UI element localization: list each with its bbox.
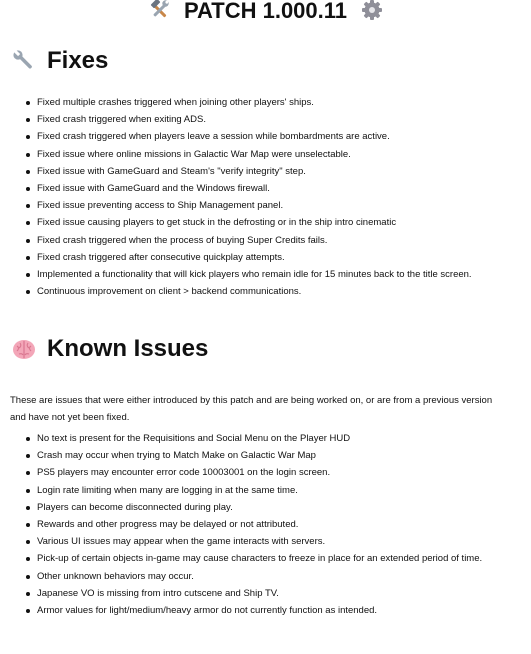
page-title-row <box>0 0 531 27</box>
list-item: Fixed issue causing players to get stuck in the defrosting or in the ship intro cinematic <box>0 214 495 231</box>
page-title: PATCH 1.000.11 <box>183 0 348 23</box>
list-item: Fixed crash triggered when players leave a session while bombardments are active. <box>0 128 495 145</box>
list-item: Implemented a functionality that will kick players who remain idle for 15 minutes back to the title screen. <box>0 266 495 283</box>
known-issues-heading-row <box>12 335 208 363</box>
list-item: Crash may occur when trying to Match Make on Galactic War Map <box>0 447 495 464</box>
known-issues-heading: Known Issues <box>47 335 209 362</box>
list-item: Various UI issues may appear when the game interacts with servers. <box>0 533 495 550</box>
fixes-list <box>0 94 495 300</box>
list-item: Fixed issue where online missions in Galactic War Map were unselectable. <box>0 146 495 163</box>
list-item: Other unknown behaviors may occur. <box>0 568 495 585</box>
list-item: Pick-up of certain objects in-game may cause characters to freeze in place for an extended period of time. <box>0 550 495 567</box>
known-issues-intro: These are issues that were either introduced by this patch and are being worked on, or are from a previous version and have not yet been fixed. <box>10 394 493 423</box>
gear-icon <box>361 0 383 27</box>
fixes-heading: Fixes <box>47 47 109 74</box>
list-item: No text is present for the Requisitions and Social Menu on the Player HUD <box>0 430 495 447</box>
list-item: Fixed crash triggered when exiting ADS. <box>0 111 495 128</box>
list-item: PS5 players may encounter error code 10003001 on the login screen. <box>0 464 495 481</box>
known-issues-list <box>0 430 495 619</box>
list-item: Armor values for light/medium/heavy armor do not currently function as intended. <box>0 602 495 619</box>
list-item: Rewards and other progress may be delayed or not attributed. <box>0 516 495 533</box>
wrench-icon <box>12 49 36 73</box>
fixes-heading-row <box>12 47 108 75</box>
list-item: Fixed issue with GameGuard and the Windows firewall. <box>0 180 495 197</box>
list-item: Fixed issue with GameGuard and Steam's "verify integrity" step. <box>0 163 495 180</box>
list-item: Continuous improvement on client > backend communications. <box>0 283 495 300</box>
list-item: Japanese VO is missing from intro cutscene and Ship TV. <box>0 585 495 602</box>
list-item: Players can become disconnected during play. <box>0 499 495 516</box>
list-item: Fixed crash triggered when the process of buying Super Credits fails. <box>0 232 495 249</box>
list-item: Fixed crash triggered after consecutive quickplay attempts. <box>0 249 495 266</box>
list-item: Login rate limiting when many are logging in at the same time. <box>0 482 495 499</box>
hammer-and-wrench-icon <box>148 0 170 27</box>
list-item: Fixed issue preventing access to Ship Management panel. <box>0 197 495 214</box>
brain-icon <box>12 337 36 361</box>
list-item: Fixed multiple crashes triggered when joining other players' ships. <box>0 94 495 111</box>
